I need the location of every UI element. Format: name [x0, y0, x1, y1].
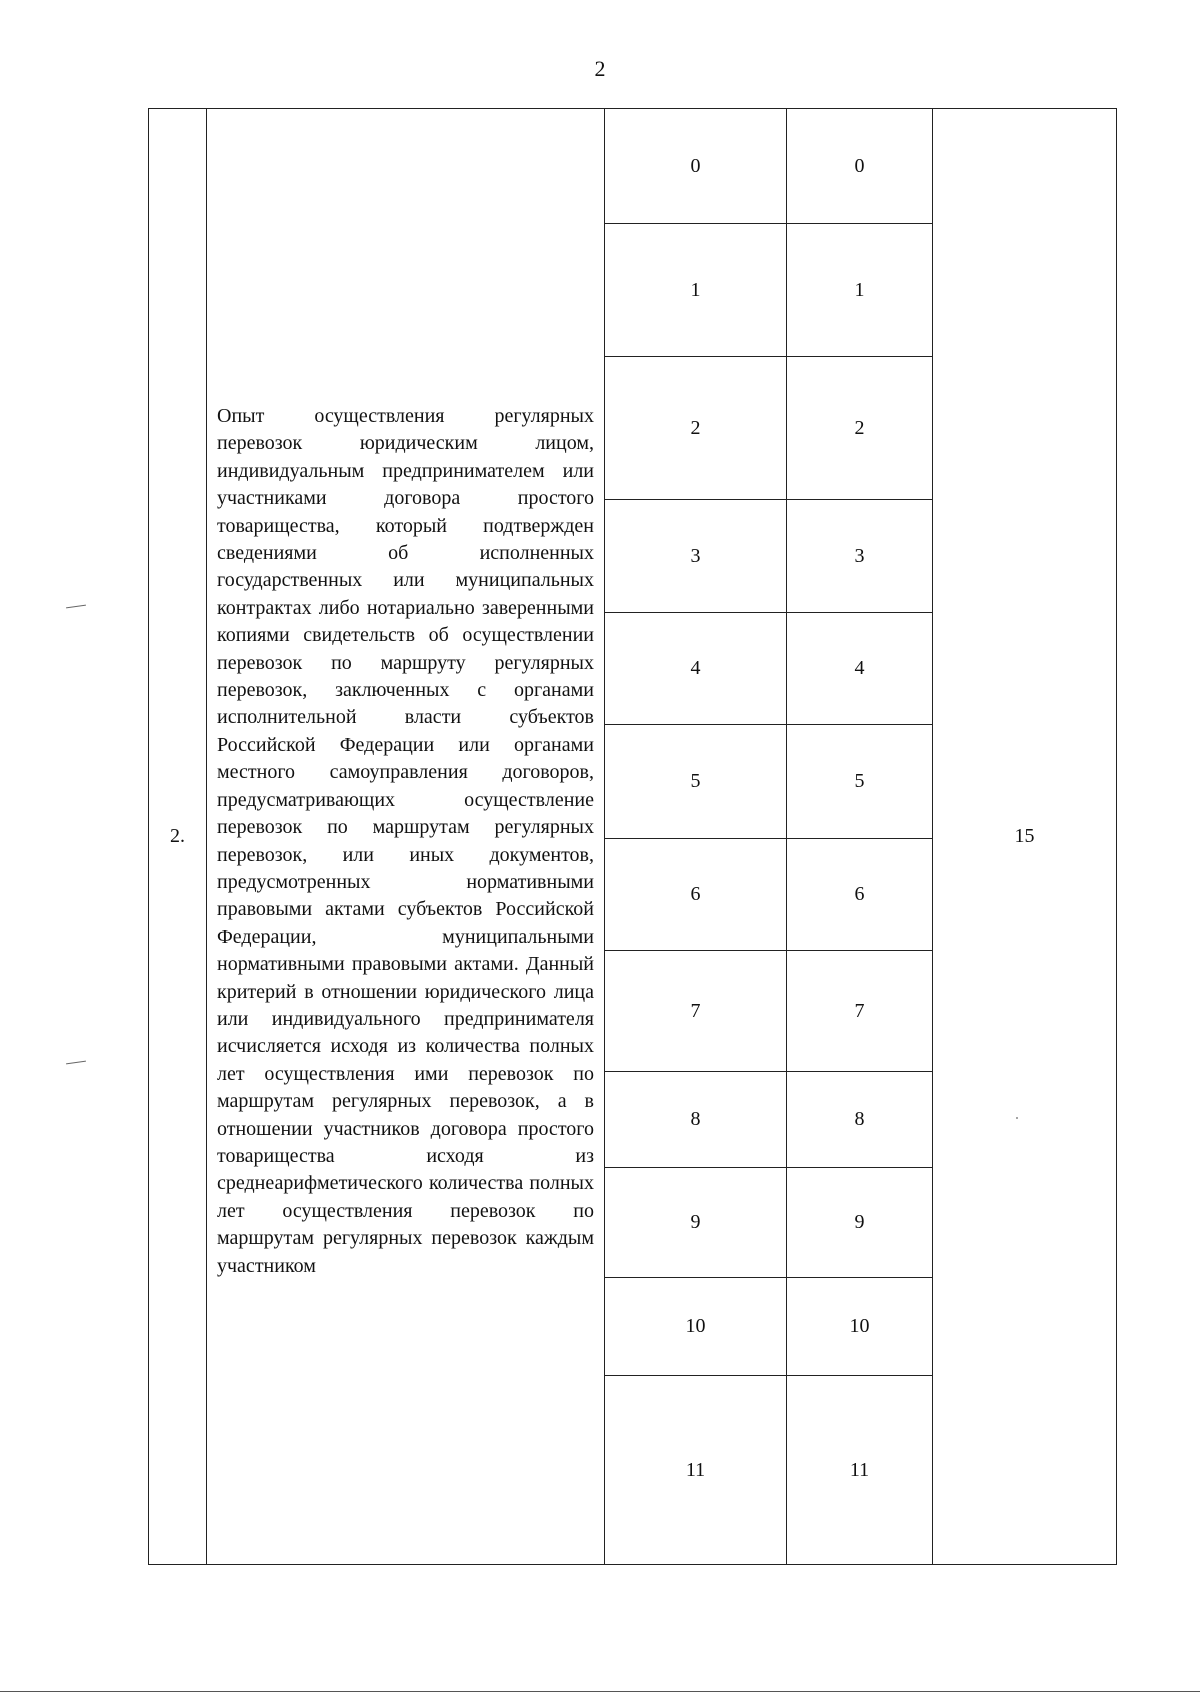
years-cell: 4 [605, 613, 787, 725]
years-cell: 5 [605, 725, 787, 839]
page-number: 2 [594, 56, 606, 81]
years-cell: 10 [605, 1278, 787, 1376]
years-cell: 8 [605, 1072, 787, 1168]
points-cell: 5 [787, 725, 933, 839]
points-cell: 3 [787, 500, 933, 613]
years-cell: 6 [605, 839, 787, 951]
years-cell: 11 [605, 1376, 787, 1565]
table-row [149, 109, 1117, 224]
criteria-table [148, 108, 1117, 1565]
years-cell: 3 [605, 500, 787, 613]
points-cell: 1 [787, 224, 933, 357]
points-cell: 11 [787, 1376, 933, 1565]
points-cell: 0 [787, 109, 933, 224]
years-cell: 9 [605, 1168, 787, 1278]
points-cell: 6 [787, 839, 933, 951]
years-cell: 2 [605, 357, 787, 500]
scan-bottom-line [0, 1691, 1200, 1692]
years-cell: 1 [605, 224, 787, 357]
points-cell: 9 [787, 1168, 933, 1278]
points-cell: 10 [787, 1278, 933, 1376]
scan-margin-mark [66, 1061, 86, 1065]
points-cell: 8 [787, 1072, 933, 1168]
points-cell: 7 [787, 951, 933, 1072]
points-cell: 2 [787, 357, 933, 500]
criterion-description: Опыт осуществления регулярных перевозок юридическим лицом, индивидуальным предпринимателем или участниками договора простого товарищества, который подтвержден сведениями об исполненных государственных или муниципальных контрактах либо нотариально заверенными копиями свидетельств об осуществлении перевозок по маршруту регулярных перевозок, заключенных с органами исполнительной власти субъектов Российской Федерации или органами местного самоуправления договоров, предусматривающих осуществление перевозок по маршрутам регулярных перевозок, или иных документов, предусмотренных нормативными правовыми актами субъектов Российской Федерации, муниципальными нормативными правовыми актами. Данный критерий в отношении юридического лица или индивидуального предпринимателя исчисляется исходя из количества полных лет осуществления ими перевозок по маршрутам регулярных перевозок, а в отношении участников договора простого товарищества исходя из среднеарифметического количества полных лет осуществления перевозок по маршрутам регулярных перевозок каждым участником [217, 405, 594, 1277]
criterion-description-cell [207, 109, 605, 1565]
scan-dot-mark [1016, 1117, 1018, 1119]
points-cell: 4 [787, 613, 933, 725]
scan-margin-mark [66, 605, 86, 609]
years-cell: 0 [605, 109, 787, 224]
row-number-cell: 2. [149, 109, 207, 1565]
max-points-cell: 15 [933, 109, 1117, 1565]
years-cell: 7 [605, 951, 787, 1072]
